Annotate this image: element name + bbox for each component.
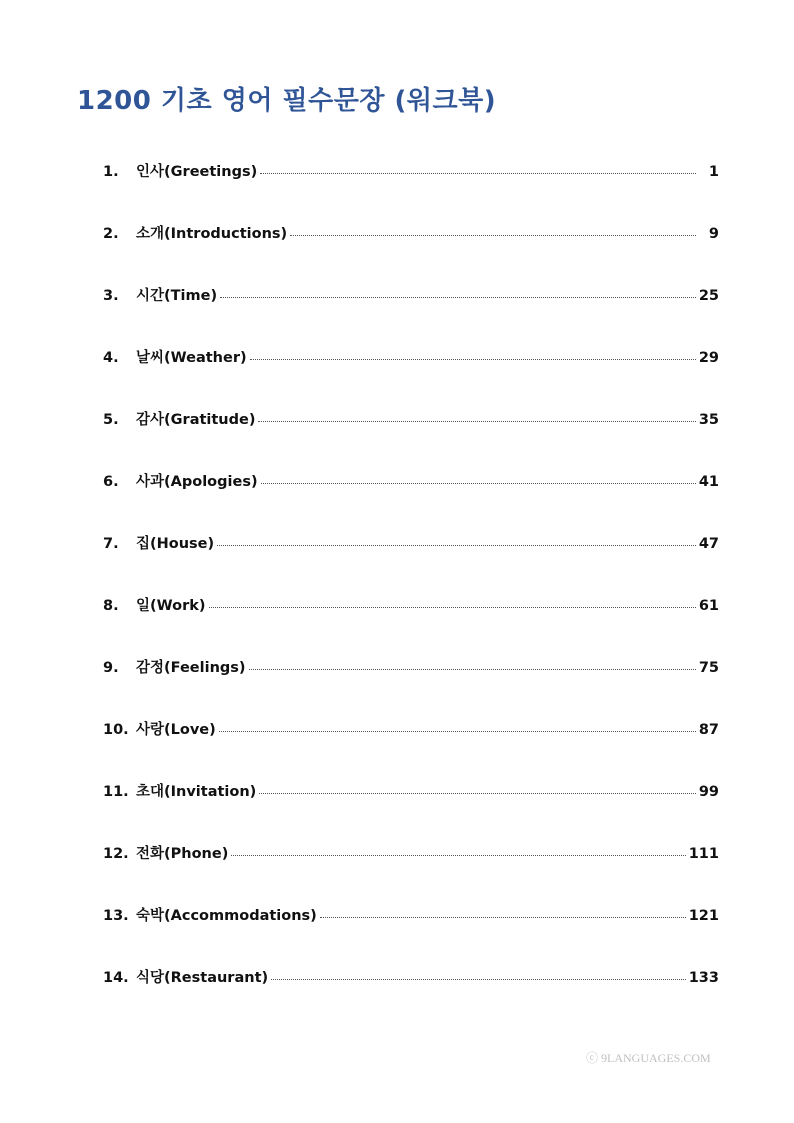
toc-entry[interactable] (103, 408, 719, 434)
toc-page-number: 75 (698, 660, 719, 676)
toc-label: 인사(Greetings) (136, 164, 258, 180)
toc-page-number: 87 (698, 722, 719, 738)
toc-page-number: 47 (698, 536, 719, 552)
toc-leader-dots (231, 843, 685, 856)
toc-label: 일(Work) (136, 598, 206, 614)
toc-number: 10. (103, 722, 129, 738)
toc-number: 6. (103, 474, 119, 490)
toc-leader-dots (220, 285, 696, 298)
toc-label: 초대(Invitation) (136, 784, 257, 800)
toc-entry[interactable] (103, 594, 719, 620)
toc-entry[interactable] (103, 532, 719, 558)
toc-leader-dots (258, 409, 695, 422)
toc-number: 7. (103, 536, 119, 552)
toc-label: 사랑(Love) (136, 722, 216, 738)
toc-page-number: 121 (688, 908, 719, 924)
toc-label: 시간(Time) (136, 288, 218, 304)
toc-page-number: 9 (708, 226, 719, 242)
toc-entry[interactable] (103, 842, 719, 868)
toc-number: 3. (103, 288, 119, 304)
copyright-footer: ⓒ 9LANGUAGES.COM (586, 1051, 711, 1065)
toc-page-number: 25 (698, 288, 719, 304)
toc-leader-dots (271, 967, 686, 980)
toc-entry[interactable] (103, 222, 719, 248)
toc-number: 5. (103, 412, 119, 428)
toc-label: 날씨(Weather) (136, 350, 247, 366)
toc-page-number: 133 (688, 970, 719, 986)
document-title: 1200 기초 영어 필수문장 (워크북) (77, 86, 497, 116)
toc-page-number: 1 (708, 164, 719, 180)
toc-number: 13. (103, 908, 129, 924)
toc-entry[interactable] (103, 470, 719, 496)
toc-number: 1. (103, 164, 119, 180)
toc-entry[interactable] (103, 284, 719, 310)
toc-label: 전화(Phone) (136, 846, 229, 862)
toc-entry[interactable] (103, 904, 719, 930)
toc-number: 2. (103, 226, 119, 242)
toc-number: 8. (103, 598, 119, 614)
toc-leader-dots (219, 719, 696, 732)
toc-label: 숙박(Accommodations) (136, 908, 317, 924)
toc-leader-dots (217, 533, 696, 546)
toc-entry[interactable] (103, 718, 719, 744)
toc-number: 12. (103, 846, 129, 862)
toc-leader-dots (250, 347, 696, 360)
toc-label: 식당(Restaurant) (136, 970, 269, 986)
toc-page-number: 41 (698, 474, 719, 490)
toc-leader-dots (320, 905, 686, 918)
toc-label: 감사(Gratitude) (136, 412, 256, 428)
toc-entry[interactable] (103, 780, 719, 806)
toc-leader-dots (209, 595, 696, 608)
toc-page-number: 29 (698, 350, 719, 366)
toc-page-number: 35 (698, 412, 719, 428)
toc-leader-dots (260, 161, 696, 174)
toc-leader-dots (259, 781, 696, 794)
toc-number: 4. (103, 350, 119, 366)
toc-number: 9. (103, 660, 119, 676)
toc-label: 집(House) (136, 536, 215, 552)
toc-label: 감정(Feelings) (136, 660, 246, 676)
toc-entry[interactable] (103, 966, 719, 992)
toc-number: 14. (103, 970, 129, 986)
toc-number: 11. (103, 784, 129, 800)
toc-page-number: 99 (698, 784, 719, 800)
toc-entry[interactable] (103, 346, 719, 372)
toc-leader-dots (261, 471, 696, 484)
toc-leader-dots (249, 657, 696, 670)
toc-page-number: 111 (688, 846, 719, 862)
toc-label: 소개(Introductions) (136, 226, 288, 242)
toc-entry[interactable] (103, 656, 719, 682)
toc-leader-dots (290, 223, 696, 236)
toc-entry[interactable] (103, 160, 719, 186)
toc-label: 사과(Apologies) (136, 474, 258, 490)
toc-page-number: 61 (698, 598, 719, 614)
